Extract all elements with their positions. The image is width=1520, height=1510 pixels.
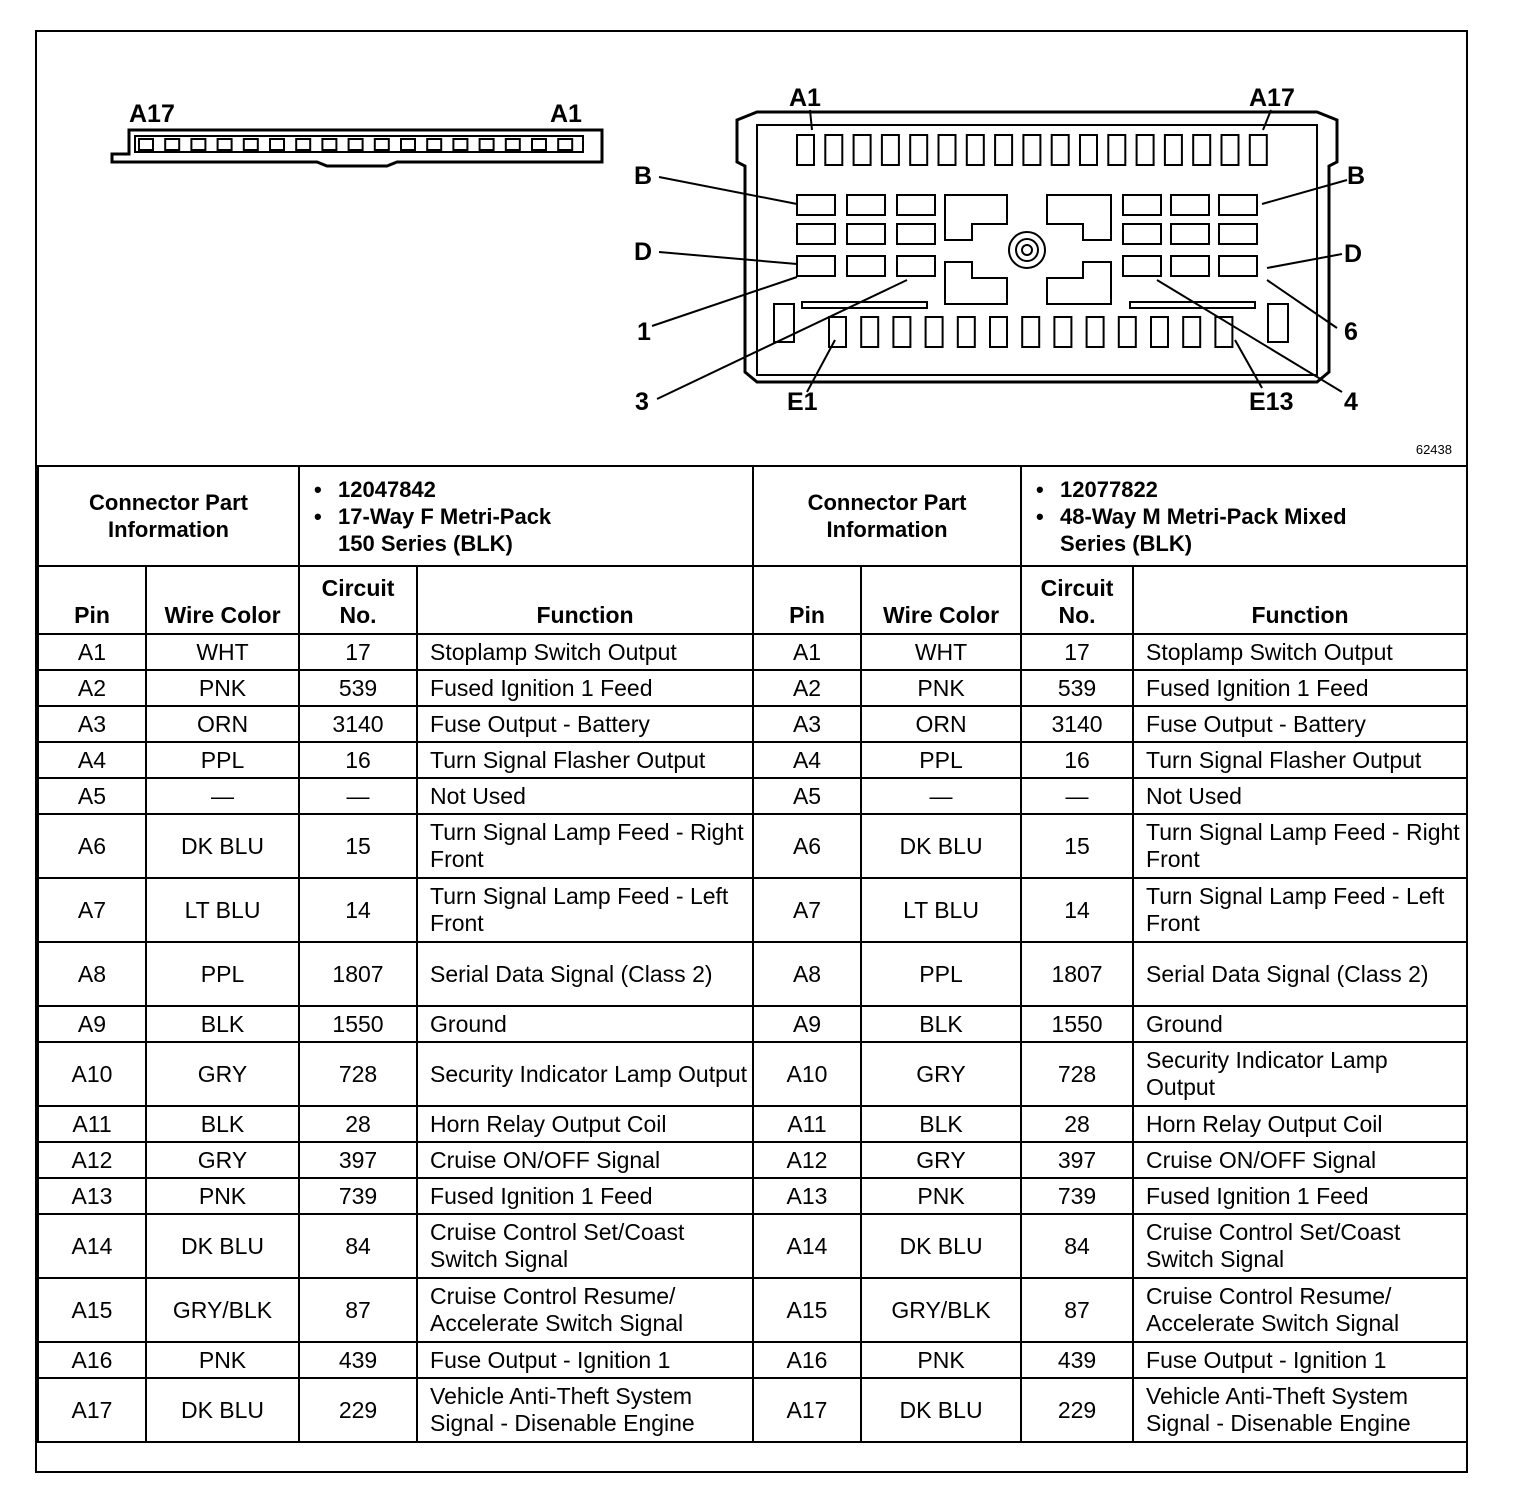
function-cell: Ground [1133, 1006, 1467, 1042]
left-connector-label-a17: A17 [129, 100, 175, 128]
circuit-cell: 16 [1021, 742, 1133, 778]
pin-cell: A17 [38, 1378, 146, 1442]
row-d-pin [1219, 256, 1257, 276]
row-a-pin [882, 135, 899, 165]
row-a-pin [854, 135, 871, 165]
function-cell: Not Used [1133, 778, 1467, 814]
function-cell: Fused Ignition 1 Feed [417, 670, 753, 706]
connector-1-part-number: • 12047842 [338, 476, 748, 503]
row-d-pin [897, 256, 935, 276]
circuit-cell: 1807 [1021, 942, 1133, 1006]
circuit-cell: — [299, 778, 417, 814]
function-cell: Cruise ON/OFF Signal [1133, 1142, 1467, 1178]
wire-color-cell: PNK [861, 1178, 1021, 1214]
pin-cell: A6 [38, 814, 146, 878]
row-e-pin [990, 317, 1007, 347]
pin-cell: A7 [753, 878, 861, 942]
connector-face-view [37, 32, 1466, 465]
function-cell: Fused Ignition 1 Feed [1133, 670, 1467, 706]
connector-2-info-label: Connector Part Information [753, 466, 1021, 566]
row-e-pin [893, 317, 910, 347]
table-row [38, 1342, 1467, 1378]
connector-diagram-sheet [35, 30, 1468, 1473]
wire-color-cell: BLK [861, 1006, 1021, 1042]
pin-cell: A10 [38, 1042, 146, 1106]
circuit-cell: 84 [299, 1214, 417, 1278]
row-a-pin [910, 135, 927, 165]
pin-cell: A14 [38, 1214, 146, 1278]
row-e-pin [861, 317, 878, 347]
row-c-pin [847, 224, 885, 244]
wire-color-cell: BLK [861, 1106, 1021, 1142]
table-row [38, 778, 1467, 814]
row-a-pin [1193, 135, 1210, 165]
circuit-cell: 739 [299, 1178, 417, 1214]
row-b-pin [897, 195, 935, 215]
row-e-pin [1087, 317, 1104, 347]
function-cell: Cruise ON/OFF Signal [417, 1142, 753, 1178]
right-connector-48-way [737, 112, 1337, 382]
pin-cell: A3 [753, 706, 861, 742]
circuit-cell: 15 [1021, 814, 1133, 878]
pin-cell: A4 [38, 742, 146, 778]
connector-2-info [1021, 466, 1467, 566]
circuit-cell: 16 [299, 742, 417, 778]
table-row [38, 742, 1467, 778]
label-6: 6 [1344, 318, 1358, 346]
wire-color-cell: ORN [861, 706, 1021, 742]
row-e-pin [1151, 317, 1168, 347]
function-cell: Security Indicator Lamp Output [417, 1042, 753, 1106]
row-e-pin [1054, 317, 1071, 347]
wire-color-cell: LT BLU [146, 878, 299, 942]
wire-color-cell: WHT [146, 634, 299, 670]
header-function: Function [1133, 566, 1467, 634]
connector-1-info [299, 466, 753, 566]
function-cell: Cruise Control Set/Coast Switch Signal [417, 1214, 753, 1278]
function-cell: Stoplamp Switch Output [1133, 634, 1467, 670]
pin-cell: A11 [38, 1106, 146, 1142]
row-c-pin [1219, 224, 1257, 244]
table-header-row [38, 566, 1467, 634]
wire-color-cell: GRY/BLK [861, 1278, 1021, 1342]
function-cell: Turn Signal Lamp Feed - Right Front [417, 814, 753, 878]
wire-color-cell: DK BLU [861, 1378, 1021, 1442]
row-b-pin [1171, 195, 1209, 215]
wire-color-cell: GRY/BLK [146, 1278, 299, 1342]
connector-1-info-label: Connector Part Information [38, 466, 299, 566]
circuit-cell: 439 [299, 1342, 417, 1378]
function-cell: Fuse Output - Ignition 1 [1133, 1342, 1467, 1378]
left-connector-17-way [112, 130, 602, 166]
connector-pinout-table [37, 465, 1468, 1443]
pin-cell: A13 [38, 1178, 146, 1214]
wire-color-cell: DK BLU [146, 814, 299, 878]
row-c-pin [1171, 224, 1209, 244]
header-wire-color: Wire Color [146, 566, 299, 634]
row-e-pin [1183, 317, 1200, 347]
function-cell: Turn Signal Flasher Output [417, 742, 753, 778]
table-row [38, 878, 1467, 942]
table-row [38, 706, 1467, 742]
pin-cell: A8 [753, 942, 861, 1006]
label-e13: E13 [1249, 388, 1294, 416]
wire-color-cell: LT BLU [861, 878, 1021, 942]
function-cell: Cruise Control Resume/ Accelerate Switch Signal [1133, 1278, 1467, 1342]
circuit-cell: 739 [1021, 1178, 1133, 1214]
pin-cell: A12 [753, 1142, 861, 1178]
pin-cell: A1 [38, 634, 146, 670]
header-pin: Pin [38, 566, 146, 634]
header-circuit-no: Circuit No. [1021, 566, 1133, 634]
function-cell: Serial Data Signal (Class 2) [1133, 942, 1467, 1006]
header-circuit-no: Circuit No. [299, 566, 417, 634]
wire-color-cell: GRY [861, 1042, 1021, 1106]
circuit-cell: 87 [1021, 1278, 1133, 1342]
table-row [38, 1042, 1467, 1106]
label-b-right: B [1347, 162, 1366, 190]
function-cell: Stoplamp Switch Output [417, 634, 753, 670]
pin-cell: A1 [753, 634, 861, 670]
row-a-pin [995, 135, 1012, 165]
left-connector-label-a1: A1 [550, 100, 582, 128]
function-cell: Fused Ignition 1 Feed [417, 1178, 753, 1214]
pin-cell: A12 [38, 1142, 146, 1178]
row-e-pin [1119, 317, 1136, 347]
row-a-pin [1137, 135, 1154, 165]
wire-color-cell: ORN [146, 706, 299, 742]
connector-illustration [37, 32, 1466, 465]
row-d-pin [797, 256, 835, 276]
label-a17: A17 [1249, 84, 1295, 112]
circuit-cell: — [1021, 778, 1133, 814]
circuit-cell: 14 [299, 878, 417, 942]
diagram-code: 62438 [1415, 442, 1452, 457]
pin-cell: A6 [753, 814, 861, 878]
row-b-pin [847, 195, 885, 215]
function-cell: Serial Data Signal (Class 2) [417, 942, 753, 1006]
wire-color-cell: PPL [861, 742, 1021, 778]
function-cell: Vehicle Anti-Theft System Signal - Disenable Engine [1133, 1378, 1467, 1442]
row-c-pin [797, 224, 835, 244]
function-cell: Turn Signal Lamp Feed - Left Front [417, 878, 753, 942]
pin-cell: A10 [753, 1042, 861, 1106]
row-a-pin [1023, 135, 1040, 165]
function-cell: Vehicle Anti-Theft System Signal - Disenable Engine [417, 1378, 753, 1442]
pin-cell: A9 [753, 1006, 861, 1042]
label-4: 4 [1344, 388, 1358, 416]
label-1: 1 [637, 318, 651, 346]
pin-cell: A5 [753, 778, 861, 814]
row-a-pin [1165, 135, 1182, 165]
wire-color-cell: DK BLU [146, 1378, 299, 1442]
wire-color-cell: PNK [861, 1342, 1021, 1378]
wire-color-cell: GRY [146, 1042, 299, 1106]
row-a-pin [1052, 135, 1069, 165]
wire-color-cell: PNK [146, 1342, 299, 1378]
pin-cell: A11 [753, 1106, 861, 1142]
wire-color-cell: BLK [146, 1006, 299, 1042]
table-row [38, 1178, 1467, 1214]
pin-cell: A5 [38, 778, 146, 814]
table-row [38, 942, 1467, 1006]
circuit-cell: 229 [299, 1378, 417, 1442]
row-d-pin [1123, 256, 1161, 276]
header-wire-color: Wire Color [861, 566, 1021, 634]
header-pin: Pin [753, 566, 861, 634]
circuit-cell: 728 [299, 1042, 417, 1106]
function-cell: Turn Signal Lamp Feed - Left Front [1133, 878, 1467, 942]
wire-color-cell: PNK [146, 1178, 299, 1214]
wire-color-cell: GRY [861, 1142, 1021, 1178]
table-row [38, 634, 1467, 670]
row-b-pin [1123, 195, 1161, 215]
circuit-cell: 14 [1021, 878, 1133, 942]
row-a-pin [825, 135, 842, 165]
row-a-pin [1250, 135, 1267, 165]
row-e-pin [926, 317, 943, 347]
pin-cell: A13 [753, 1178, 861, 1214]
pin-cell: A14 [753, 1214, 861, 1278]
row-a-pin [939, 135, 956, 165]
wire-color-cell: PNK [146, 670, 299, 706]
pin-cell: A8 [38, 942, 146, 1006]
row-c-pin [1123, 224, 1161, 244]
table-row [38, 1378, 1467, 1442]
circuit-cell: 728 [1021, 1042, 1133, 1106]
wire-color-cell: PPL [861, 942, 1021, 1006]
circuit-cell: 229 [1021, 1378, 1133, 1442]
row-a-pin [1222, 135, 1239, 165]
row-b-pin [1219, 195, 1257, 215]
circuit-cell: 1550 [299, 1006, 417, 1042]
pin-cell: A16 [38, 1342, 146, 1378]
wire-color-cell: DK BLU [861, 1214, 1021, 1278]
pin-cell: A15 [38, 1278, 146, 1342]
row-e-pin [958, 317, 975, 347]
circuit-cell: 1550 [1021, 1006, 1133, 1042]
pin-cell: A3 [38, 706, 146, 742]
circuit-cell: 397 [299, 1142, 417, 1178]
wire-color-cell: DK BLU [861, 814, 1021, 878]
table-row [38, 1106, 1467, 1142]
connector-2-part-number: • 12077822 [1060, 476, 1462, 503]
label-d-right: D [1344, 240, 1363, 268]
wire-color-cell: PPL [146, 942, 299, 1006]
table-row [38, 814, 1467, 878]
circuit-cell: 3140 [299, 706, 417, 742]
connector-1-description: • 17-Way F Metri-Pack 150 Series (BLK) [338, 503, 588, 557]
table-row [38, 670, 1467, 706]
function-cell: Fuse Output - Battery [417, 706, 753, 742]
circuit-cell: 87 [299, 1278, 417, 1342]
row-e-pin [829, 317, 846, 347]
circuit-cell: 15 [299, 814, 417, 878]
function-cell: Cruise Control Resume/ Accelerate Switch Signal [417, 1278, 753, 1342]
circuit-cell: 17 [1021, 634, 1133, 670]
circuit-cell: 397 [1021, 1142, 1133, 1178]
function-cell: Turn Signal Lamp Feed - Right Front [1133, 814, 1467, 878]
row-c-pin [897, 224, 935, 244]
pin-cell: A9 [38, 1006, 146, 1042]
function-cell: Not Used [417, 778, 753, 814]
label-a1: A1 [789, 84, 821, 112]
wire-color-cell: BLK [146, 1106, 299, 1142]
circuit-cell: 84 [1021, 1214, 1133, 1278]
row-d-pin [1171, 256, 1209, 276]
label-d-left: D [634, 238, 653, 266]
wire-color-cell: PPL [146, 742, 299, 778]
wire-color-cell: — [861, 778, 1021, 814]
pin-cell: A7 [38, 878, 146, 942]
pin-cell: A17 [753, 1378, 861, 1442]
row-a-pin [1108, 135, 1125, 165]
circuit-cell: 539 [1021, 670, 1133, 706]
function-cell: Horn Relay Output Coil [1133, 1106, 1467, 1142]
circuit-cell: 28 [299, 1106, 417, 1142]
function-cell: Cruise Control Set/Coast Switch Signal [1133, 1214, 1467, 1278]
connector-info-row [38, 466, 1467, 566]
pin-cell: A2 [753, 670, 861, 706]
wire-color-cell: PNK [861, 670, 1021, 706]
table-row [38, 1214, 1467, 1278]
circuit-cell: 3140 [1021, 706, 1133, 742]
circuit-cell: 28 [1021, 1106, 1133, 1142]
label-e1: E1 [787, 388, 818, 416]
function-cell: Horn Relay Output Coil [417, 1106, 753, 1142]
table-row [38, 1006, 1467, 1042]
header-function: Function [417, 566, 753, 634]
wire-color-cell: DK BLU [146, 1214, 299, 1278]
connector-2-description: • 48-Way M Metri-Pack Mixed Series (BLK) [1060, 503, 1400, 557]
function-cell: Fuse Output - Ignition 1 [417, 1342, 753, 1378]
function-cell: Ground [417, 1006, 753, 1042]
wire-color-cell: GRY [146, 1142, 299, 1178]
function-cell: Security Indicator Lamp Output [1133, 1042, 1467, 1106]
circuit-cell: 439 [1021, 1342, 1133, 1378]
table-row [38, 1278, 1467, 1342]
row-a-pin [1080, 135, 1097, 165]
table-row [38, 1142, 1467, 1178]
row-d-pin [847, 256, 885, 276]
wire-color-cell: — [146, 778, 299, 814]
pin-cell: A2 [38, 670, 146, 706]
pin-cell: A16 [753, 1342, 861, 1378]
circuit-cell: 539 [299, 670, 417, 706]
function-cell: Fuse Output - Battery [1133, 706, 1467, 742]
wire-color-cell: WHT [861, 634, 1021, 670]
label-3: 3 [635, 388, 649, 416]
pin-cell: A4 [753, 742, 861, 778]
pin-cell: A15 [753, 1278, 861, 1342]
function-cell: Fused Ignition 1 Feed [1133, 1178, 1467, 1214]
row-b-pin [797, 195, 835, 215]
circuit-cell: 1807 [299, 942, 417, 1006]
circuit-cell: 17 [299, 634, 417, 670]
label-b-left: B [634, 162, 653, 190]
function-cell: Turn Signal Flasher Output [1133, 742, 1467, 778]
row-a-pin [967, 135, 984, 165]
row-a-pin [797, 135, 814, 165]
row-e-pin [1022, 317, 1039, 347]
